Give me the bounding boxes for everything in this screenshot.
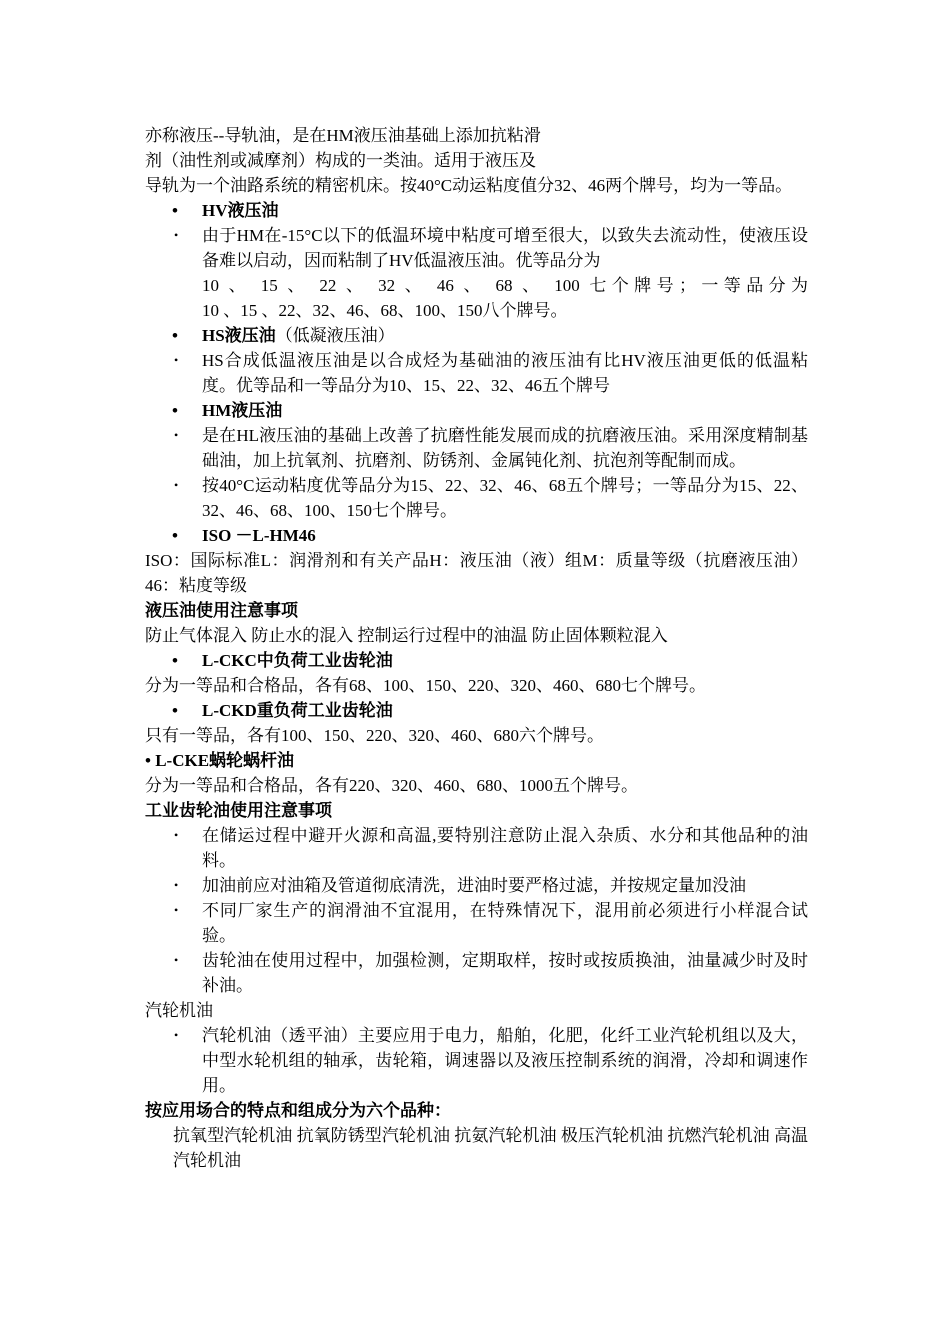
ckc-heading: • L-CKC中负荷工业齿轮油 (145, 648, 808, 673)
hv-item-line2: 10 、 15 、 22 、 32 、 46 、 68 、 100 七个牌号；一等品分为 (202, 276, 808, 295)
hm-item-1: • 是在HL液压油的基础上改善了抗磨性能发展而成的抗磨液压油。采用深度精制基础油，加上抗氧剂、抗磨剂、防锈剂、金属钝化剂、抗泡剂等配制而成。 (145, 423, 808, 473)
intro-line-3: 导轨为一个油路系统的精密机床。按40°C动运粘度值分32、46两个牌号，均为一等品。 (145, 176, 793, 195)
ckc-text: 分为一等品和合格品，各有68、100、150、220、320、460、680七个牌号。 (145, 676, 706, 695)
gear-note-item: • 不同厂家生产的润滑油不宜混用，在特殊情况下，混用前必须进行小样混合试验。 (145, 898, 808, 948)
ckd-heading: • L-CKD重负荷工业齿轮油 (145, 698, 808, 723)
turbine-item: • 汽轮机油（透平油）主要应用于电力，船舶，化肥，化纤工业汽轮机组以及大，中型水轮机组的轴承，齿轮箱，调速器以及液压控制系统的润滑，冷却和调速作用。 (145, 1023, 808, 1098)
ckc-heading-list (145, 648, 808, 673)
six-types-title: 按应用场合的特点和组成分为六个品种： (145, 1101, 451, 1120)
gear-notes-title: 工业齿轮油使用注意事项 (145, 801, 332, 820)
hv-list (145, 223, 808, 323)
hv-item-line3: 10 、15 、22、32、46、68、100、150八个牌号。 (202, 301, 568, 320)
turbine-list (145, 1023, 808, 1098)
ckd-heading-list (145, 698, 808, 723)
hm-item-2: • 按40°C运动粘度优等品分为15、22、32、46、68五个牌号；一等品分为15、22、32、46、68、100、150七个牌号。 (145, 473, 808, 523)
cke-title: L-CKE蜗轮蜗杆油 (155, 751, 295, 770)
iso-desc: ISO：国际标准L：润滑剂和有关产品H：液压油（液）组M：质量等级（抗磨液压油）46：粘度等级 (145, 551, 808, 595)
hs-subtitle: （低凝液压油） (275, 326, 395, 345)
gear-notes-list (145, 823, 808, 998)
hv-heading-list (145, 198, 808, 223)
iso-heading-list (145, 523, 808, 548)
gear-note-item: • 加油前应对油箱及管道彻底清洗，进油时要严格过滤，并按规定量加没油 (145, 873, 808, 898)
hm-heading: • HM液压油 (145, 398, 808, 423)
intro-line-2: 剂（油性剂或减摩剂）构成的一类油。适用于液压及 (145, 151, 536, 170)
hs-title: HS液压油 (202, 326, 276, 345)
hs-heading (145, 323, 808, 348)
gear-note-item: • 在储运过程中避开火源和高温,要特别注意防止混入杂质、水分和其他品种的油料。 (145, 823, 808, 873)
hs-item: • HS合成低温液压油是以合成烃为基础油的液压油有比HV液压油更低的低温粘度。优等品和一等品分为10、15、22、32、46五个牌号 (145, 348, 808, 398)
hm-list (145, 423, 808, 523)
hm-heading-list (145, 398, 808, 423)
hydraulic-notes-text: 防止气体混入 防止水的混入 控制运行过程中的油温 防止固体颗粒混入 (145, 626, 668, 645)
iso-heading: • ISO －L-HM46 (145, 523, 808, 548)
hydraulic-notes-title: 液压油使用注意事项 (145, 601, 298, 620)
hv-item (145, 223, 808, 323)
ckd-text: 只有一等品，各有100、150、220、320、460、680六个牌号。 (145, 726, 604, 745)
hs-heading-list (145, 323, 808, 348)
hv-item-text: 由于HM在-15°C以下的低温环境中粘度可增至很大，以致失去流动性，使液压设备难以启动，因而粘制了HV低温液压油。优等品分为 (202, 226, 808, 270)
six-types-text: 抗氧型汽轮机油 抗氧防锈型汽轮机油 抗氨汽轮机油 极压汽轮机油 抗燃汽轮机油 高温汽轮机油 (173, 1126, 808, 1170)
gear-note-item: • 齿轮油在使用过程中，加强检测，定期取样，按时或按质换油，油量减少时及时补油。 (145, 948, 808, 998)
cke-heading (145, 748, 808, 773)
document-page (145, 123, 808, 1173)
hv-heading: • HV液压油 (145, 198, 808, 223)
cke-text: 分为一等品和合格品，各有220、320、460、680、1000五个牌号。 (145, 776, 638, 795)
intro-line-1: 亦称液压--导轨油，是在HM液压油基础上添加抗粘滑 (145, 126, 541, 145)
turbine-title: 汽轮机油 (145, 1001, 213, 1020)
hs-list (145, 348, 808, 398)
cke-bullet: • (145, 751, 151, 770)
